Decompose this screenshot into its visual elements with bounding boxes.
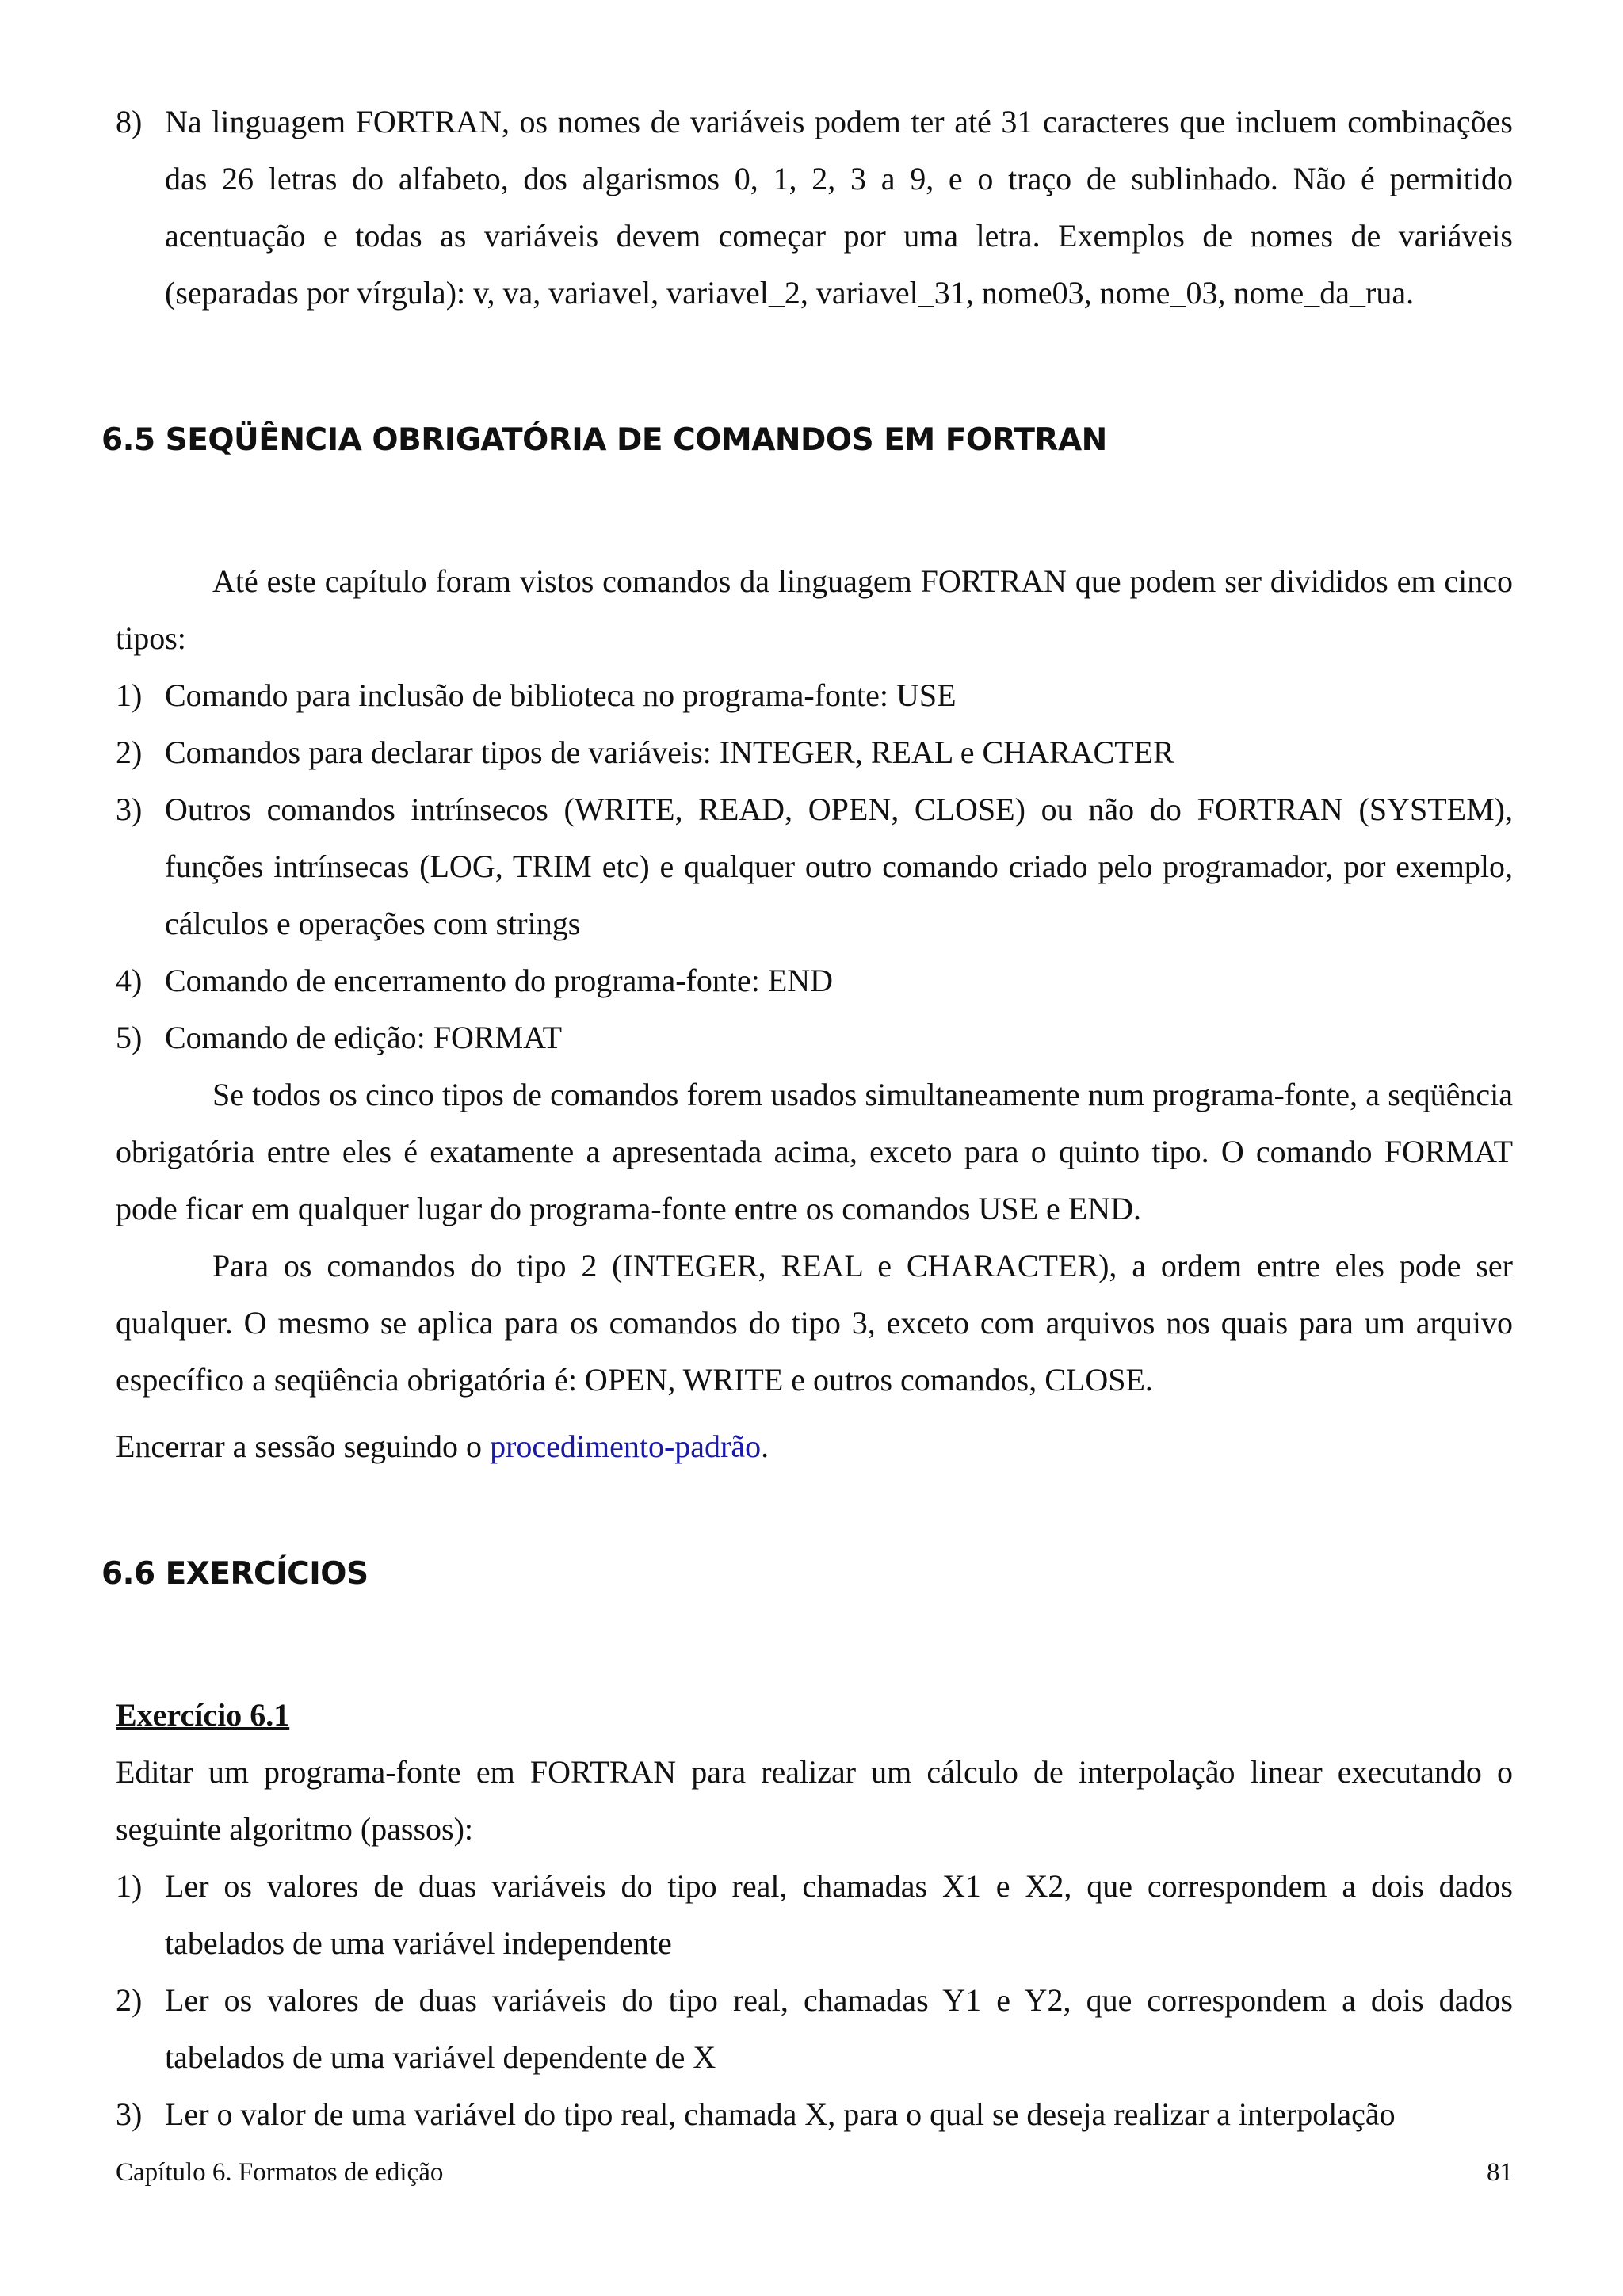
procedure-link[interactable]: procedimento-padrão — [490, 1428, 762, 1464]
list-text: Comandos para declarar tipos de variáveis: INTEGER, REAL e CHARACTER — [165, 734, 1174, 770]
footer-chapter: Capítulo 6. Formatos de edição — [116, 2158, 444, 2187]
step-item — [116, 1858, 1513, 1972]
list-number: 3) — [116, 791, 143, 827]
list-text: Comando de edição: FORMAT — [165, 1020, 563, 1055]
list-number: 8) — [116, 104, 143, 139]
list-item — [116, 724, 1513, 781]
list-item — [116, 952, 1513, 1009]
section-heading-6-5: 6.5 SEQÜÊNCIA OBRIGATÓRIA DE COMANDOS EM FORTRAN — [101, 422, 1107, 458]
list-text: Na linguagem FORTRAN, os nomes de variáveis podem ter até 31 caracteres que incluem combinações das 26 letras do alfabeto, dos algarismos 0, 1, 2, 3 a 9, e o traço de sublinhado. Não é permitido acentuação e todas as variáveis devem começar por uma letra. Exemplos de nomes de variáveis (separadas por vírgula): v, va, variavel, variavel_2, variavel_31, nome03, nome_03, nome_da_rua. — [165, 104, 1513, 311]
list-number: 2) — [116, 734, 143, 770]
closing-text: Encerrar a sessão seguindo o — [116, 1428, 491, 1464]
closing-period: . — [761, 1428, 769, 1464]
step-number: 2) — [116, 1982, 143, 2018]
page-number: 81 — [1487, 2158, 1513, 2187]
step-number: 3) — [116, 2096, 143, 2132]
list-item — [116, 1009, 1513, 1066]
list-number: 1) — [116, 677, 143, 713]
exercise-title-text: Exercício 6.1 — [116, 1697, 290, 1733]
list-text: Outros comandos intrínsecos (WRITE, READ, OPEN, CLOSE) ou não do FORTRAN (SYSTEM), funções intrínsecas (LOG, TRIM etc) e qualquer outro comando criado pelo programador, por exemplo, cálculos e operações com strings — [165, 791, 1513, 941]
list-number: 4) — [116, 963, 143, 998]
body-paragraph: Para os comandos do tipo 2 (INTEGER, REAL e CHARACTER), a ordem entre eles pode ser qualquer. O mesmo se aplica para os comandos do tipo 3, exceto com arquivos nos quais para um arquivo específico a seqüência obrigatória é: OPEN, WRITE e outros comandos, CLOSE. — [116, 1248, 1513, 1398]
step-text: Ler os valores de duas variáveis do tipo real, chamadas Y1 e Y2, que correspondem a dois dados tabelados de uma variável dependente de X — [165, 1982, 1513, 2075]
list-number: 5) — [116, 1020, 143, 1055]
step-item — [116, 2086, 1513, 2143]
step-text: Ler o valor de uma variável do tipo real, chamada X, para o qual se deseja realizar a interpolação — [165, 2096, 1396, 2132]
intro-paragraph: Até este capítulo foram vistos comandos da linguagem FORTRAN que podem ser divididos em cinco tipos: — [116, 563, 1513, 656]
step-item — [116, 1972, 1513, 2086]
step-number: 1) — [116, 1868, 143, 1904]
list-text: Comando de encerramento do programa-fonte: END — [165, 963, 834, 998]
list-text: Comando para inclusão de biblioteca no programa-fonte: USE — [165, 677, 957, 713]
list-item — [116, 781, 1513, 952]
section-heading-6-6: 6.6 EXERCÍCIOS — [101, 1556, 369, 1592]
list-item — [116, 667, 1513, 724]
list-item-8 — [116, 93, 1513, 322]
step-text: Ler os valores de duas variáveis do tipo real, chamadas X1 e X2, que correspondem a dois dados tabelados de uma variável independente — [165, 1868, 1513, 1961]
body-paragraph: Se todos os cinco tipos de comandos forem usados simultaneamente num programa-fonte, a seqüência obrigatória entre eles é exatamente a apresentada acima, exceto para o quinto tipo. O comando FORMAT pode ficar em qualquer lugar do programa-fonte entre os comandos USE e END. — [116, 1077, 1513, 1226]
exercise-title — [116, 1687, 1513, 1744]
document-page — [101, 93, 1513, 2143]
closing-paragraph — [116, 1418, 1513, 1475]
exercise-intro: Editar um programa-fonte em FORTRAN para realizar um cálculo de interpolação linear executando o seguinte algoritmo (passos): — [116, 1754, 1513, 1847]
